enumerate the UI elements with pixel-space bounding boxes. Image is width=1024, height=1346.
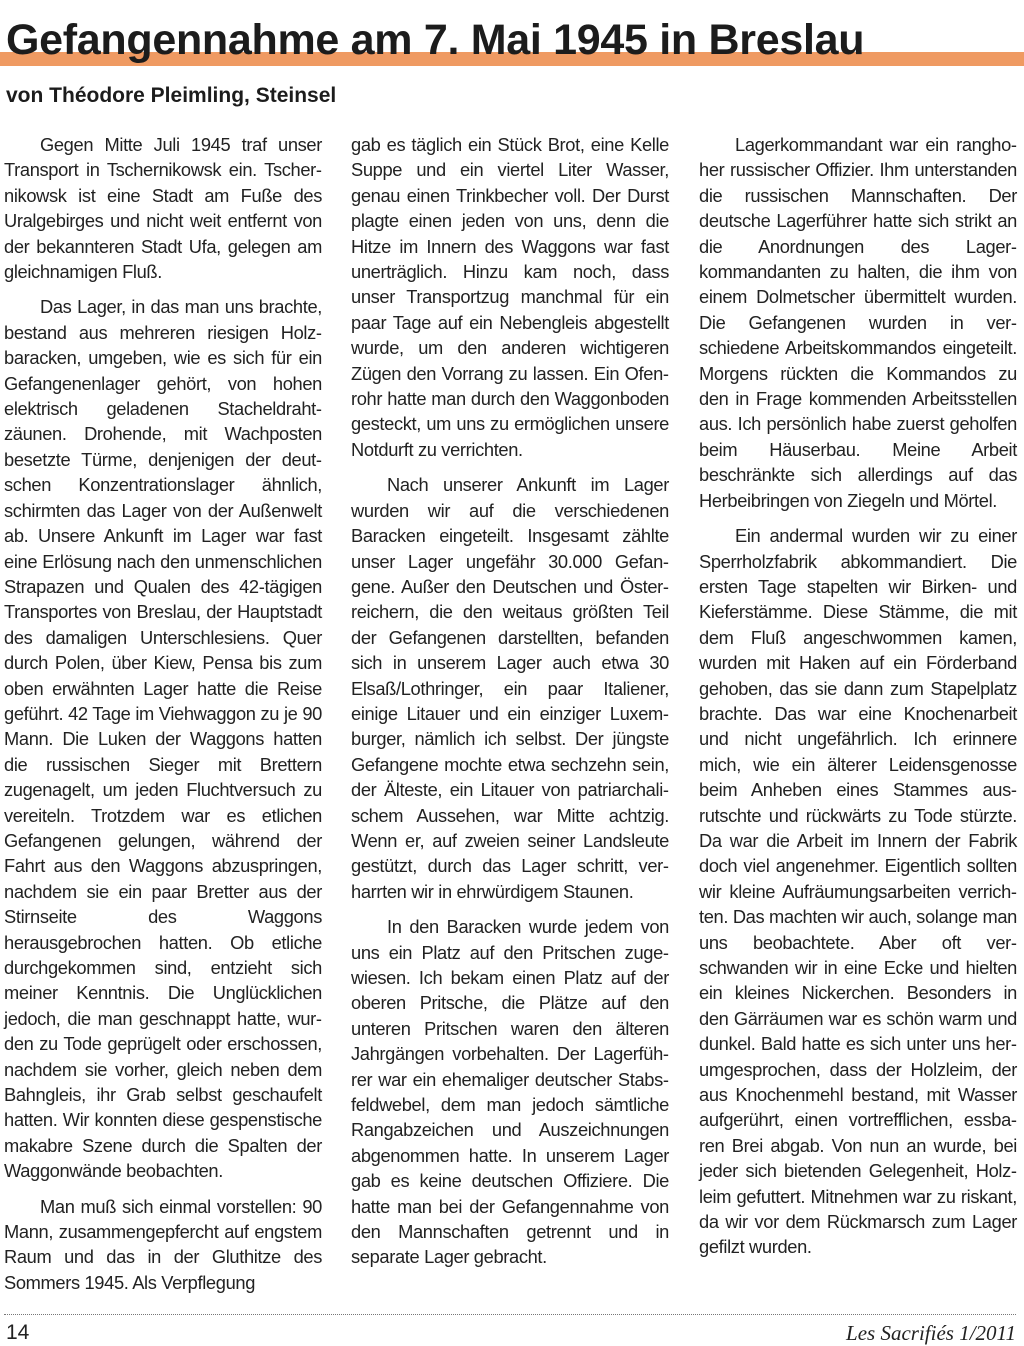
paragraph: Ein andermal wurden wir zu einer Sperrholzfabrik abkommandiert. Die ersten Tage stapelten wir Birken- und Kieferstämme. Diese Stämme, die mit dem Fluß angeschwommen kamen, wurden mit Haken auf ein Förderband gehoben, das sie dann zum Stapelplatz brachte. Das war eine Knochenarbeit und nicht ungefährlich. Ich erinnere mich, wie ein älterer Leidensgenosse beim Anheben eines Stammes ausrutschte und rückwärts zu Tode stürzte. Da war die Arbeit im Innern der Fabrik doch viel angenehmer. Eigentlich sollten wir kleine Aufräumungsarbeiten verrichten. Das machten wir auch, solange man uns beobachtete. Aber oft verschwanden wir in eine Ecke und hielten ein kleines Nickerchen. Besonders in den Gärräumen war es schön warm und dunkel. Bald hatte es sich unter uns herumgesprochen, dass der Holzleim, der aus Knochenmehl bestand, mit Wasser aufgerührt, einen vortrefflichen, essbaren Brei abgab. Von nun an wurde, bei jeder sich bietenden Gelegenheit, Holzleim gefuttert. Mitnehmen war zu riskant, da wir vor dem Rückmarsch zum Lager gefilzt wurden.: [699, 525, 1017, 1258]
article-byline: von Théodore Pleimling, Steinsel: [6, 84, 337, 107]
article-title: Gefangennahme am 7. Mai 1945 in Breslau: [6, 16, 865, 64]
paragraph: gab es täglich ein Stück Brot, eine Kelle Suppe und ein viertel Liter Wasser, genau einen Trinkbecher voll. Der Durst plagte einen jeden von uns, denn die Hitze im Innern des Waggons war fast unerträglich. Hinzu kam noch, dass unser Transportzug manchmal für ein paar Tage auf ein Nebengleis abgestellt wurde, um den anderen wichtigeren Zügen den Vorrang zu lassen. Ein Ofenrohr hatte man durch den Waggonboden gesteckt, um uns zu ermöglichen unsere Notdurft zu verrichten.: [351, 134, 669, 460]
paragraph: In den Baracken wurde jedem von uns ein Platz auf den Pritschen zugewiesen. Ich bekam einen Platz auf der oberen Pritsche, die Plätze auf den unteren Pritschen waren den älteren Jahrgängen vorbehalten. Der Lagerführer war ein ehemaliger deutscher Stabsfeldwebel, dem man jedoch sämtliche Rangabzeichen und Auszeichnungen abgenommen hatte. In unserem Lager gab es keine deutschen Offiziere. Die hatte man bei der Gefangennahme von den Mannschaften getrennt und in separate Lager gebracht.: [351, 916, 669, 1268]
paragraph: Nach unserer Ankunft im Lager wurden wir auf die verschiedenen Baracken eingeteilt. Insgesamt zählte unser Lager ungefähr 30.000 Gefangene. Außer den Deutschen und Österreichern, die den weitaus größten Teil der Gefangenen darstellten, befanden sich in unserem Lager auch etwa 30 Elsaß/Lothringer, ein paar Italiener, einige Litauer und ein einziger Luxemburger, nämlich ich selbst. Der jüngste Gefangene mochte etwa sechzehn sein, der Älteste, ein Litauer von patriarchalischem Aussehen, war Mitte achtzig. Wenn er, auf zweien seiner Landsleute gestützt, durch das Lager schritt, verharrten wir in ehrwürdigem Staunen.: [351, 474, 669, 902]
text-column-1: [4, 132, 322, 1305]
text-column-2: [351, 132, 669, 1280]
footer-divider: [4, 1314, 1016, 1315]
paragraph: Das Lager, in das man uns brachte, bestand aus mehreren riesigen Holzbaracken, umgeben, wie es sich für ein Gefangenenlager gehört, von hohen elektrisch geladenen Stacheldrahtzäunen. Drohende, mit Wachposten besetzte Türme, denjenigen der deutschen Konzentrationslager ähnlich, schirmten das Lager von der Außenwelt ab. Unsere Ankunft im Lager war fast eine Erlösung nach den unmenschlichen Strapazen und Qualen des 42-tägigen Transportes von Breslau, der Hauptstadt des damaligen Unterschlesiens. Quer durch Polen, über Kiew, Pensa bis zum oben erwähnten Lager hatte die Reise geführt. 42 Tage im Viehwaggon zu je 90 Mann. Die Luken der Waggons hatten die russischen Sieger mit Brettern zugenagelt, um jeden Fluchtversuch zu vereiteln. Trotzdem war es etlichen Gefangenen gelungen, während der Fahrt aus den Waggons abzuspringen, nachdem sie ein paar Bretter aus der Stirnseite des Waggons herausgebrochen hatten. Ob etliche durchgekommen sind, entzieht sich meiner Kenntnis. Die Unglücklichen jedoch, die man geschnappt hatte, wurden zu Tode geprügelt oder erschossen, nachdem sie vorher, gleich neben dem Bahngleis, ihr Grab selbst geschaufelt hatten. Wir konnten diese gespenstische makabre Szene durch die Spalten der Waggonwände beobachten.: [4, 296, 322, 1182]
paragraph: Gegen Mitte Juli 1945 traf unser Transport in Tschernikowsk ein. Tschernikowsk ist eine Stadt am Fuße des Uralgebirges und nicht weit entfernt von der bekannteren Stadt Ufa, gelegen am gleichnamigen Fluß.: [4, 134, 322, 283]
page-number: 14: [6, 1321, 30, 1344]
journal-issue: Les Sacrifiés 1/2011: [846, 1321, 1016, 1345]
text-column-3: [699, 132, 1017, 1270]
paragraph: Man muß sich einmal vorstellen: 90 Mann, zusammengepfercht auf engstem Raum und das in der Gluthitze des Sommers 1945. Als Verpflegung: [4, 1195, 322, 1293]
paragraph: Lagerkommandant war ein ranghoher russischer Offizier. Ihm unterstanden die russischen Mannschaften. Der deutsche Lagerführer hatte sich strikt an die Anordnungen des Lagerkommandanten zu halten, die ihm von einem Dolmetscher übermittelt wurden. Die Gefangenen wurden in verschiedene Arbeitskommandos eingeteilt. Morgens rückten die Kommandos zu den in Frage kommenden Arbeitsstellen aus. Ich persönlich habe zuerst geholfen beim Häuserbau. Meine Arbeit beschränkte sich allerdings auf das Herbeibringen von Ziegeln und Mörtel.: [699, 134, 1017, 511]
